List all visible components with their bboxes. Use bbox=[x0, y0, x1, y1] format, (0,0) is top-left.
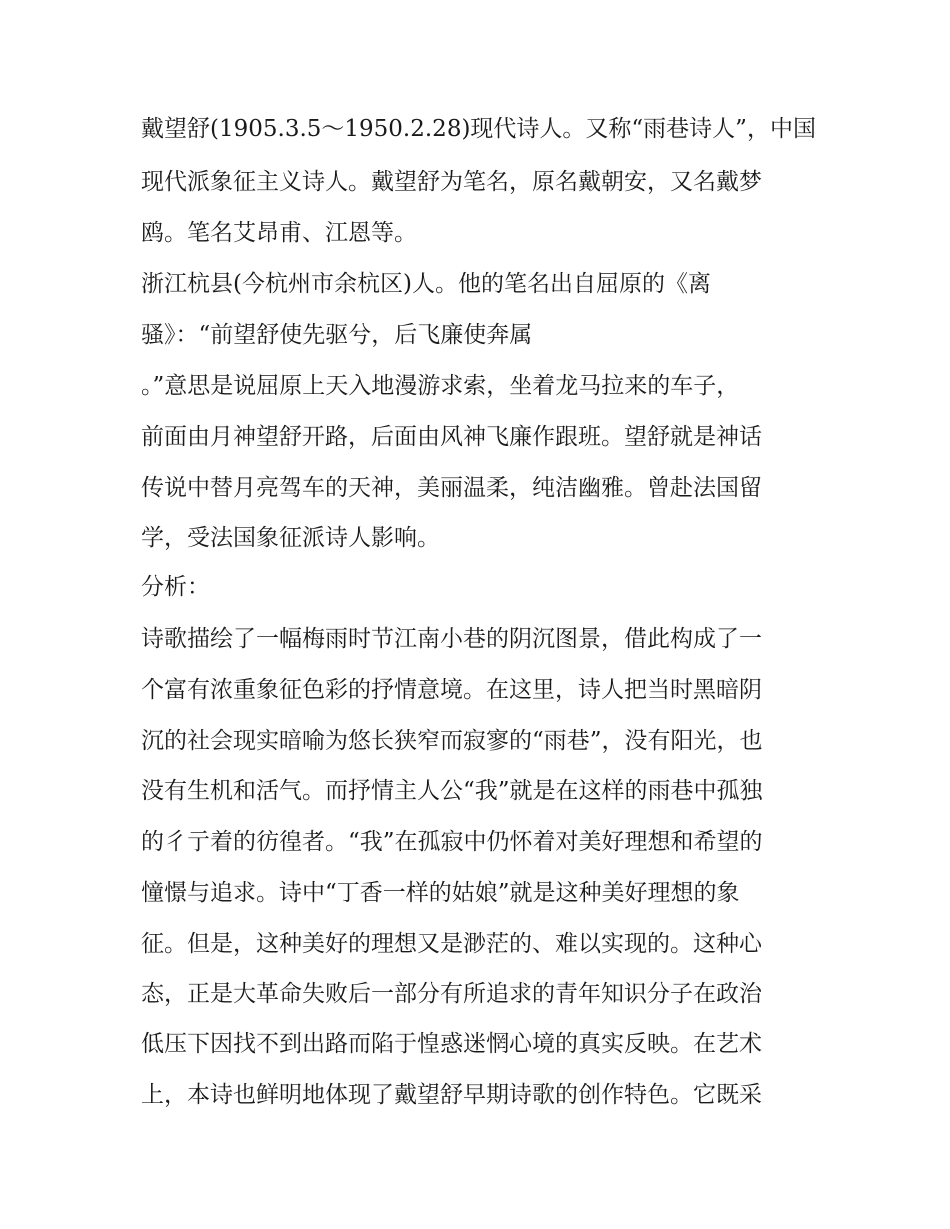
text-line: 征。但是，这种美好的理想又是渺茫的、难以实现的。这种心 bbox=[141, 931, 762, 957]
text-line: 学，受法国象征派诗人影响。 bbox=[141, 525, 440, 551]
text-line: 骚》：“前望舒使先驱兮，后飞廉使奔属 bbox=[141, 322, 533, 348]
text-line: 浙江杭县(今杭州市余杭区)人。他的笔名出自屈原的《离 bbox=[141, 271, 711, 297]
text-line: 戴望舒(1905.3.5～1950.2.28)现代诗人。又称“雨巷诗人”，中国 bbox=[141, 116, 816, 142]
text-line: 的彳亍着的彷徨者。“我”在孤寂中仍怀着对美好理想和希望的 bbox=[141, 829, 763, 855]
text-line: 上，本诗也鲜明地体现了戴望舒早期诗歌的创作特色。它既采 bbox=[141, 1082, 762, 1108]
text-line: 前面由月神望舒开路，后面由风神飞廉作跟班。望舒就是神话 bbox=[141, 424, 762, 450]
text-line: 没有生机和活气。而抒情主人公“我”就是在这样的雨巷中孤独 bbox=[141, 778, 763, 804]
text-line: 鸥。笔名艾昂甫、江恩等。 bbox=[141, 220, 417, 246]
text-line: 。”意思是说屈原上天入地漫游求索，坐着龙马拉来的车子， bbox=[141, 373, 740, 399]
text-line: 态，正是大革命失败后一部分有所追求的青年知识分子在政治 bbox=[141, 981, 762, 1007]
text-line: 现代派象征主义诗人。戴望舒为笔名，原名戴朝安，又名戴梦 bbox=[141, 169, 762, 195]
text-line: 憧憬与追求。诗中“丁香一样的姑娘”就是这种美好理想的象 bbox=[141, 880, 740, 906]
section-heading: 分析： bbox=[141, 574, 210, 600]
text-line: 低压下因找不到出路而陷于惶惑迷惘心境的真实反映。在艺术 bbox=[141, 1031, 762, 1057]
text-line: 传说中替月亮驾车的天神，美丽温柔，纯洁幽雅。曾赴法国留 bbox=[141, 475, 762, 501]
text-line: 沉的社会现实暗喻为悠长狭窄而寂寥的“雨巷”，没有阳光，也 bbox=[141, 728, 763, 754]
text-line: 诗歌描绘了一幅梅雨时节江南小巷的阴沉图景，借此构成了一 bbox=[141, 626, 762, 652]
text-line: 个富有浓重象征色彩的抒情意境。在这里，诗人把当时黑暗阴 bbox=[141, 677, 762, 703]
